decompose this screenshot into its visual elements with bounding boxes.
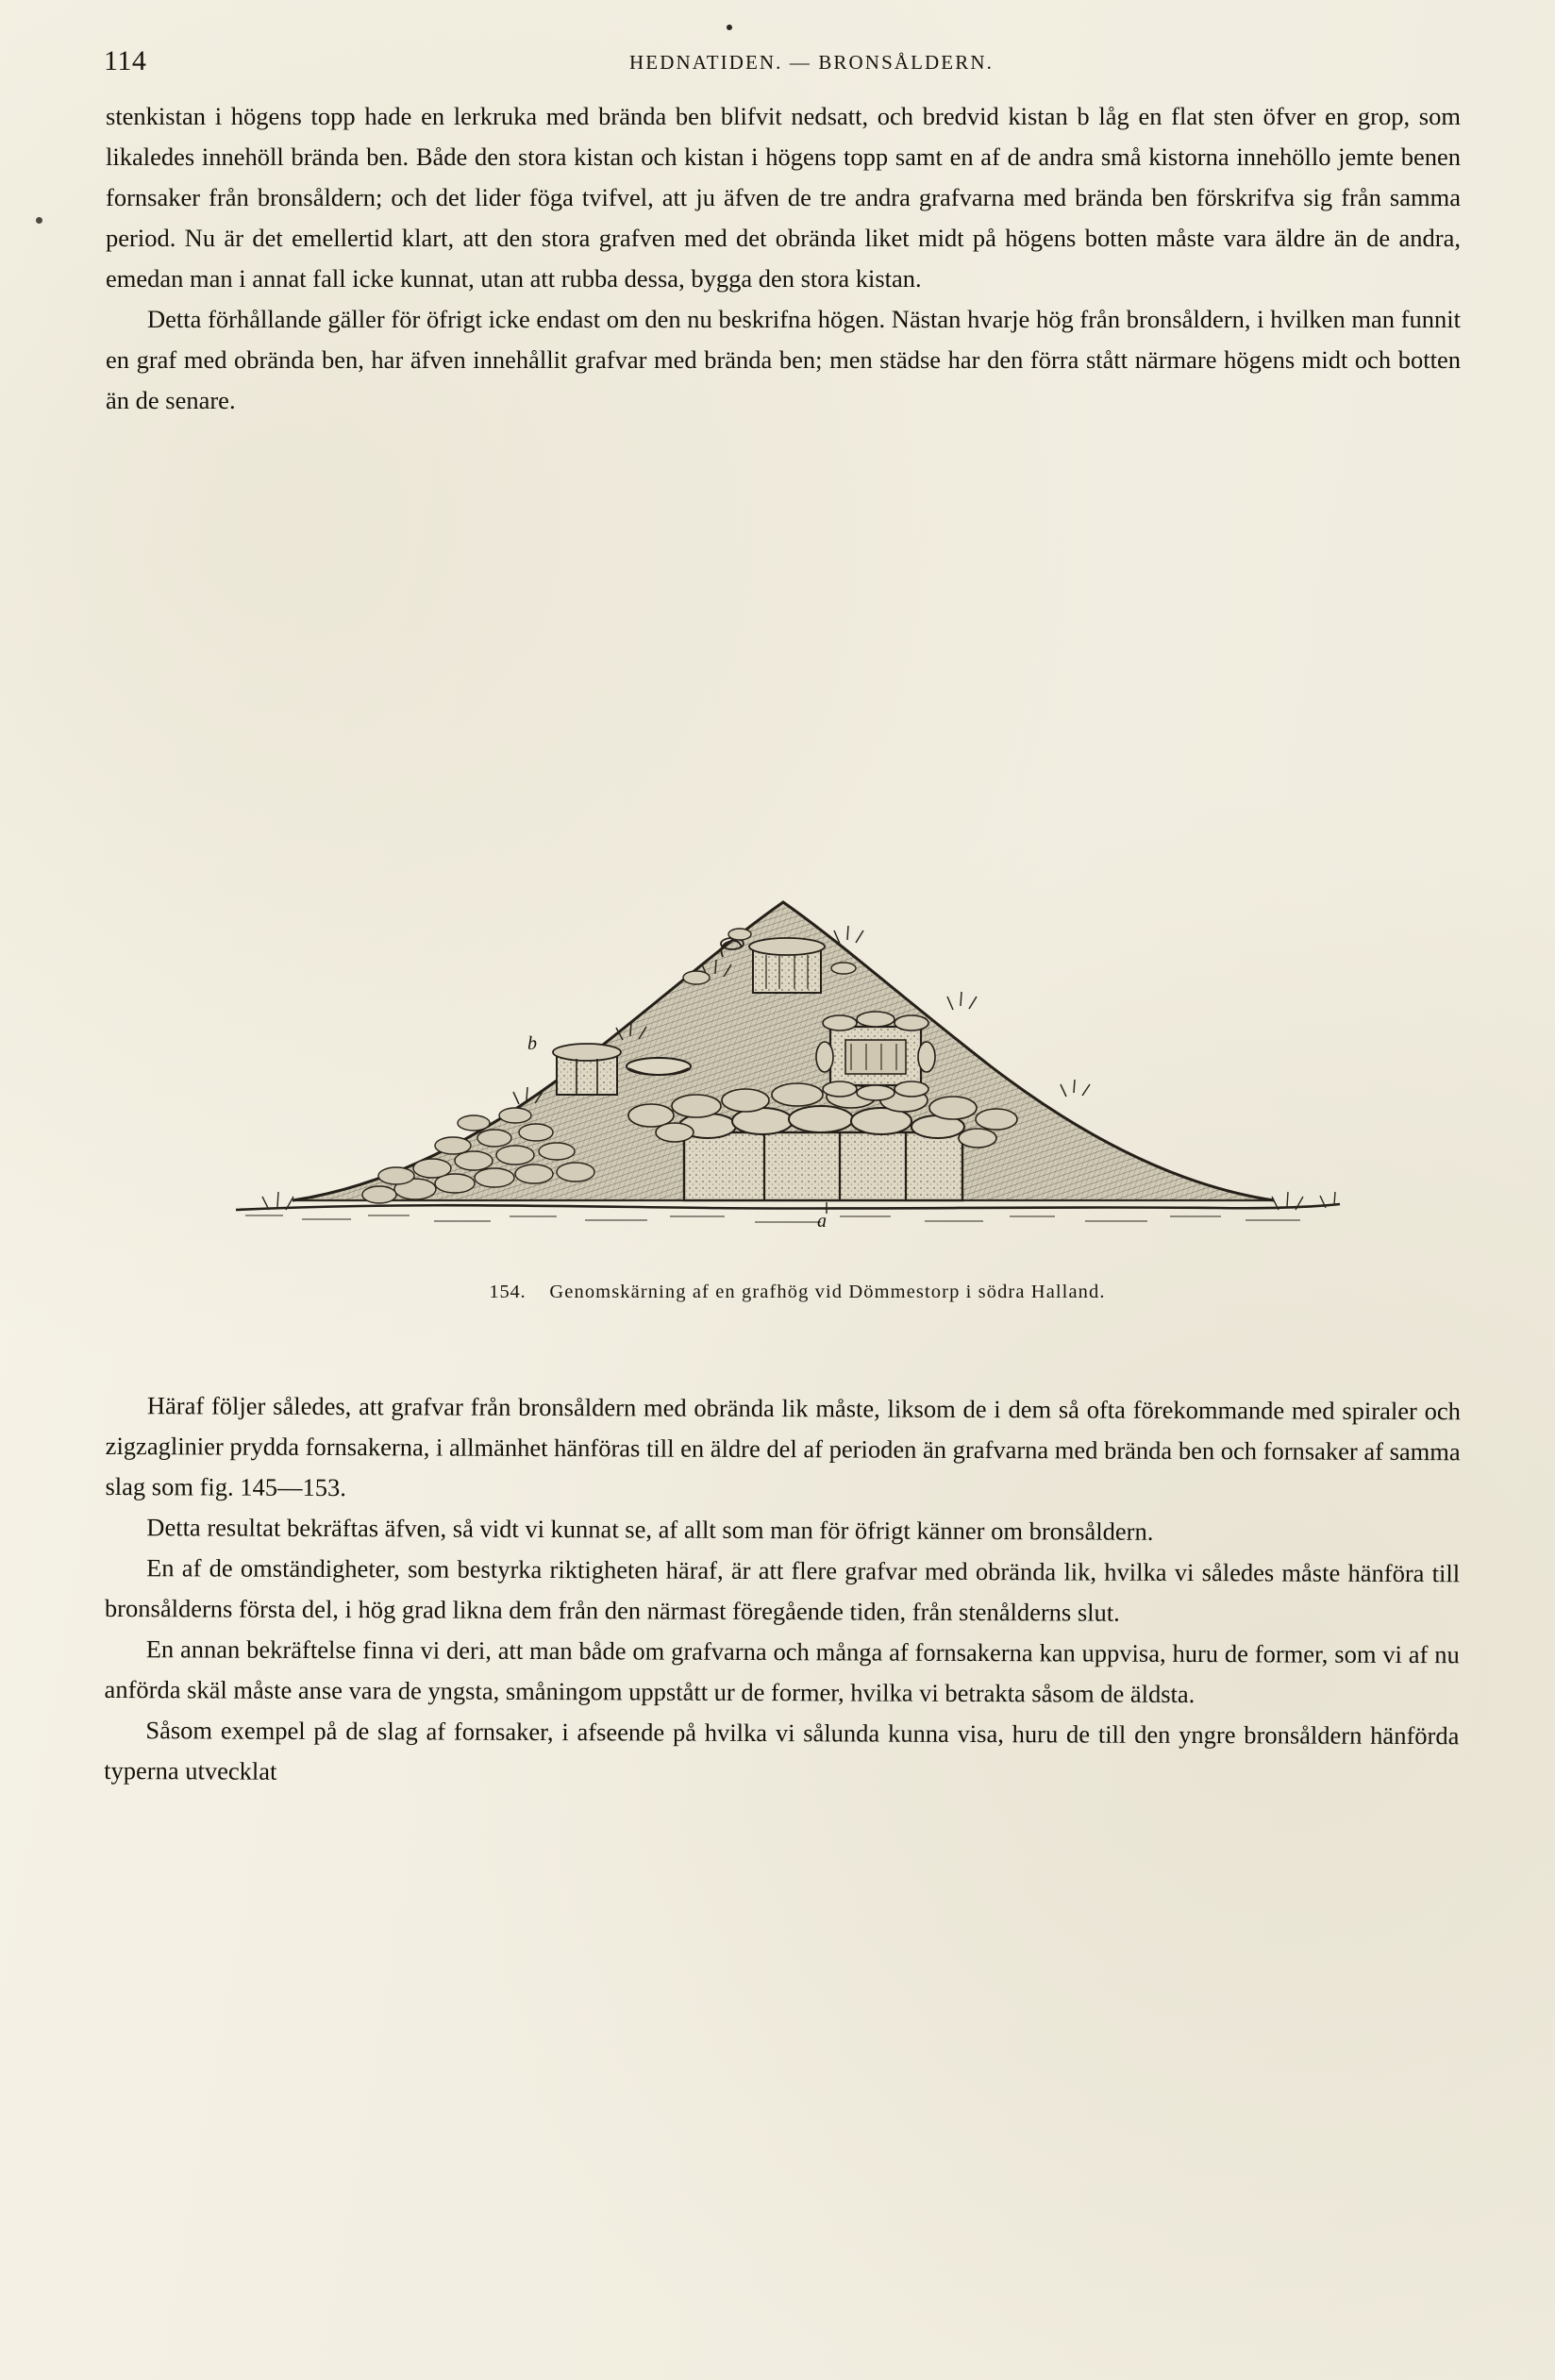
ground-line — [236, 1204, 1340, 1210]
figure-caption-text: Genomskärning af en grafhög vid Dömmestorp i södra Halland. — [549, 1282, 1106, 1302]
figure-block — [104, 783, 1463, 1303]
burial-mound-cross-section-svg — [179, 783, 1387, 1265]
page-header — [104, 38, 1463, 91]
top-cist — [749, 938, 825, 993]
paragraph-bottom-5: Såsom exempel på de slag af fornsaker, i afseende på hvilka vi sålunda kunna visa, huru de till den yngre bronsåldern hänförda typerna utvecklat — [104, 1716, 1460, 1785]
paragraph-bottom-1: Häraf följer således, att grafvar från bronsåldern med obrända lik måste, liksom de i dem så ofta förekommande med spiraler och zigzaglinier prydda fornsakerna, i allmänhet hänföras till en äldre del af perioden än grafvarna med brända ben och fornsaker af samma slag som fig. 145—153. — [105, 1391, 1461, 1502]
ground-hatching — [245, 1215, 1300, 1222]
paragraph-bottom-2: Detta resultat bekräftas äfven, så vidt vi kunnat se, af allt som man för öfrigt känner om bronsåldern. — [146, 1513, 1154, 1546]
paragraph-top-2: Detta förhållande gäller för öfrigt icke endast om den nu beskrifna högen. Nästan hvarje hög från bronsåldern, i hvilken man funnit en graf med obrända ben, har äfven innehållit grafvar med brända ben; men städse har den förra stått närmare högens midt och botten än de senare. — [106, 305, 1461, 414]
figure-caption — [104, 1282, 1463, 1303]
figure-number: 154. — [489, 1282, 527, 1302]
middle-cist — [816, 1012, 935, 1100]
figure-label-b: b — [527, 1033, 537, 1054]
page-number: 114 — [104, 45, 147, 76]
paragraph-bottom-3: En af de omständigheter, som bestyrka riktigheten häraf, är att flere grafvar med obrända lik, hvilka vi således måste hänföra till bronsålderns första del, i hög grad likna dem från den närmast föregående tiden, från stenålderns slut. — [104, 1553, 1461, 1627]
ink-speck — [727, 25, 732, 30]
bottom-text-block — [104, 1385, 1461, 1797]
small-cist-b — [553, 1044, 621, 1095]
top-text-block — [106, 96, 1461, 421]
running-head: HEDNATIDEN. — BRONSÅLDERN. — [629, 51, 994, 74]
main-stone-cist — [679, 1106, 964, 1200]
figure-illustration — [179, 783, 1387, 1265]
paragraph-bottom-4: En annan bekräftelse finna vi deri, att man både om grafvarna och många af fornsakerna kan uppvisa, huru de former, som vi af nu anförda skäl måste anse vara de yngsta, småningom uppstått ur de former, hvilka vi betrakta såsom de äldsta. — [104, 1634, 1460, 1709]
margin-speck — [36, 217, 42, 224]
paragraph-top-1: stenkistan i högens topp hade en lerkruka med brända ben blifvit nedsatt, och bredvid kistan b låg en flat sten öfver en grop, som likaledes innehöll brända ben. Både den stora kistan och kistan i högens topp samt en af de andra små kistorna innehöllo jemte benen fornsaker från bronsåldern; och det lider föga tvifvel, att ju äfven de tre andra grafvarna med brända ben förskrifva sig från samma period. Nu är det emellertid klart, att den stora grafven med det obrända liket midt på högens botten måste vara äldre än de andra, emedan man i annat fall icke kunnat, utan att rubba dessa, bygga den stora kistan. — [106, 102, 1461, 293]
figure-label-a: a — [817, 1211, 827, 1232]
page-sheet — [104, 38, 1463, 2340]
flat-stone-over-pit — [627, 1058, 691, 1075]
